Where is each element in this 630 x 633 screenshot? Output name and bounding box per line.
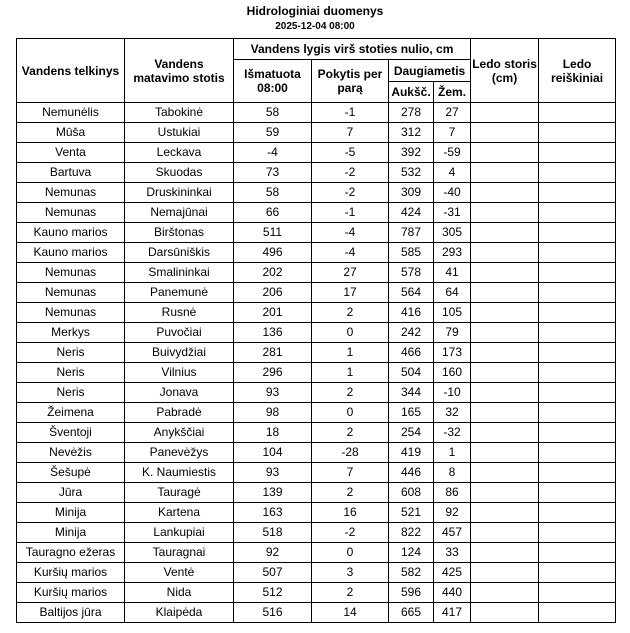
cell-ice-phenomena	[539, 383, 616, 403]
cell-water-body: Šventoji	[17, 423, 125, 443]
cell-ice-thickness	[471, 343, 539, 363]
cell-water-body: Venta	[17, 143, 125, 163]
cell-low: 173	[434, 343, 471, 363]
cell-measured: 66	[234, 203, 312, 223]
cell-water-body: Mūša	[17, 123, 125, 143]
cell-water-body: Merkys	[17, 323, 125, 343]
table-body	[17, 103, 616, 623]
cell-low: 79	[434, 323, 471, 343]
cell-measured: 512	[234, 583, 312, 603]
cell-change: -1	[312, 103, 389, 123]
cell-low: 64	[434, 283, 471, 303]
header-measured: Išmatuota 08:00	[234, 60, 312, 103]
header-water-body: Vandens telkinys	[17, 39, 125, 103]
cell-high: 392	[389, 143, 434, 163]
table-row	[17, 443, 616, 463]
header-change: Pokytis per parą	[312, 60, 389, 103]
header-ice-thickness: Ledo storis (cm)	[471, 39, 539, 103]
cell-low: 457	[434, 523, 471, 543]
cell-station: Leckava	[125, 143, 234, 163]
cell-change: -2	[312, 183, 389, 203]
cell-change: 17	[312, 283, 389, 303]
cell-station: Buivydžiai	[125, 343, 234, 363]
cell-ice-phenomena	[539, 143, 616, 163]
table-row	[17, 143, 616, 163]
cell-station: Tauragnai	[125, 543, 234, 563]
cell-ice-phenomena	[539, 463, 616, 483]
cell-ice-thickness	[471, 263, 539, 283]
cell-station: Darsūniškis	[125, 243, 234, 263]
table-row	[17, 503, 616, 523]
header-low: Žem.	[434, 82, 471, 103]
cell-high: 578	[389, 263, 434, 283]
cell-low: 92	[434, 503, 471, 523]
table-row	[17, 603, 616, 623]
cell-station: Panevėžys	[125, 443, 234, 463]
cell-change: 0	[312, 323, 389, 343]
cell-measured: 296	[234, 363, 312, 383]
cell-high: 787	[389, 223, 434, 243]
cell-change: -4	[312, 223, 389, 243]
cell-measured: 92	[234, 543, 312, 563]
cell-measured: 93	[234, 383, 312, 403]
cell-ice-phenomena	[539, 403, 616, 423]
cell-high: 564	[389, 283, 434, 303]
cell-station: Rusnė	[125, 303, 234, 323]
cell-high: 596	[389, 583, 434, 603]
header-ice-phenomena: Ledo reiškiniai	[539, 39, 616, 103]
cell-water-body: Nemunas	[17, 303, 125, 323]
cell-low: 27	[434, 103, 471, 123]
cell-low: 440	[434, 583, 471, 603]
cell-low: 425	[434, 563, 471, 583]
cell-station: Kartena	[125, 503, 234, 523]
cell-change: 3	[312, 563, 389, 583]
cell-measured: 496	[234, 243, 312, 263]
table-row	[17, 343, 616, 363]
cell-water-body: Kuršių marios	[17, 563, 125, 583]
cell-low: 32	[434, 403, 471, 423]
cell-low: -59	[434, 143, 471, 163]
cell-change: 0	[312, 543, 389, 563]
cell-water-body: Neris	[17, 343, 125, 363]
table-row	[17, 283, 616, 303]
cell-low: 8	[434, 463, 471, 483]
cell-ice-thickness	[471, 583, 539, 603]
cell-water-body: Tauragno ežeras	[17, 543, 125, 563]
cell-measured: 58	[234, 183, 312, 203]
cell-change: -4	[312, 243, 389, 263]
cell-change: 0	[312, 403, 389, 423]
cell-high: 608	[389, 483, 434, 503]
table-row	[17, 183, 616, 203]
cell-ice-thickness	[471, 603, 539, 623]
cell-ice-phenomena	[539, 543, 616, 563]
cell-ice-thickness	[471, 563, 539, 583]
cell-ice-phenomena	[539, 283, 616, 303]
cell-water-body: Neris	[17, 363, 125, 383]
cell-station: Pabradė	[125, 403, 234, 423]
cell-water-body: Nemunas	[17, 263, 125, 283]
cell-station: Panemunė	[125, 283, 234, 303]
cell-station: Puvočiai	[125, 323, 234, 343]
header-water-level: Vandens lygis virš stoties nulio, cm	[234, 39, 471, 60]
cell-ice-phenomena	[539, 483, 616, 503]
cell-water-body: Minija	[17, 503, 125, 523]
cell-low: 1	[434, 443, 471, 463]
cell-measured: 59	[234, 123, 312, 143]
cell-high: 124	[389, 543, 434, 563]
cell-measured: 73	[234, 163, 312, 183]
table-row	[17, 163, 616, 183]
cell-change: 14	[312, 603, 389, 623]
cell-measured: 136	[234, 323, 312, 343]
cell-change: 1	[312, 343, 389, 363]
cell-ice-thickness	[471, 203, 539, 223]
cell-station: Tauragė	[125, 483, 234, 503]
cell-station: Smalininkai	[125, 263, 234, 283]
cell-water-body: Nemunas	[17, 283, 125, 303]
cell-ice-thickness	[471, 483, 539, 503]
cell-measured: 202	[234, 263, 312, 283]
cell-measured: 98	[234, 403, 312, 423]
hydrology-table	[16, 38, 616, 623]
cell-water-body: Kauno marios	[17, 243, 125, 263]
cell-station: Klaipėda	[125, 603, 234, 623]
cell-measured: -4	[234, 143, 312, 163]
cell-high: 532	[389, 163, 434, 183]
cell-measured: 58	[234, 103, 312, 123]
cell-low: 160	[434, 363, 471, 383]
cell-water-body: Nemunas	[17, 183, 125, 203]
cell-high: 665	[389, 603, 434, 623]
cell-ice-phenomena	[539, 123, 616, 143]
cell-ice-phenomena	[539, 563, 616, 583]
cell-station: Ustukiai	[125, 123, 234, 143]
cell-station: Nida	[125, 583, 234, 603]
cell-ice-phenomena	[539, 523, 616, 543]
cell-high: 582	[389, 563, 434, 583]
cell-ice-phenomena	[539, 443, 616, 463]
cell-measured: 201	[234, 303, 312, 323]
cell-change: 2	[312, 383, 389, 403]
cell-change: 2	[312, 583, 389, 603]
cell-ice-phenomena	[539, 343, 616, 363]
cell-station: Ventė	[125, 563, 234, 583]
cell-water-body: Nemunas	[17, 203, 125, 223]
table-row	[17, 123, 616, 143]
cell-water-body: Jūra	[17, 483, 125, 503]
cell-high: 242	[389, 323, 434, 343]
cell-measured: 139	[234, 483, 312, 503]
cell-ice-thickness	[471, 363, 539, 383]
cell-measured: 163	[234, 503, 312, 523]
cell-ice-thickness	[471, 503, 539, 523]
table-row	[17, 523, 616, 543]
cell-high: 312	[389, 123, 434, 143]
cell-ice-phenomena	[539, 583, 616, 603]
cell-ice-thickness	[471, 243, 539, 263]
cell-water-body: Žeimena	[17, 403, 125, 423]
table-row	[17, 423, 616, 443]
cell-measured: 281	[234, 343, 312, 363]
cell-change: 7	[312, 123, 389, 143]
cell-ice-thickness	[471, 143, 539, 163]
cell-ice-thickness	[471, 103, 539, 123]
table-row	[17, 243, 616, 263]
cell-ice-phenomena	[539, 303, 616, 323]
table-row	[17, 223, 616, 243]
table-row	[17, 103, 616, 123]
cell-ice-thickness	[471, 523, 539, 543]
cell-low: 33	[434, 543, 471, 563]
cell-ice-phenomena	[539, 243, 616, 263]
cell-station: Anykščiai	[125, 423, 234, 443]
cell-change: -2	[312, 523, 389, 543]
cell-ice-phenomena	[539, 363, 616, 383]
cell-high: 344	[389, 383, 434, 403]
table-row	[17, 263, 616, 283]
cell-change: 2	[312, 423, 389, 443]
cell-change: -2	[312, 163, 389, 183]
cell-station: Lankupiai	[125, 523, 234, 543]
cell-ice-phenomena	[539, 603, 616, 623]
cell-water-body: Nemunėlis	[17, 103, 125, 123]
cell-change: 27	[312, 263, 389, 283]
cell-water-body: Minija	[17, 523, 125, 543]
cell-high: 504	[389, 363, 434, 383]
cell-high: 424	[389, 203, 434, 223]
table-row	[17, 543, 616, 563]
cell-low: 417	[434, 603, 471, 623]
cell-high: 254	[389, 423, 434, 443]
cell-measured: 93	[234, 463, 312, 483]
cell-ice-thickness	[471, 323, 539, 343]
cell-low: 305	[434, 223, 471, 243]
cell-low: -32	[434, 423, 471, 443]
cell-station: Jonava	[125, 383, 234, 403]
table-row	[17, 383, 616, 403]
table-row	[17, 403, 616, 423]
cell-ice-phenomena	[539, 203, 616, 223]
cell-water-body: Bartuva	[17, 163, 125, 183]
cell-low: -40	[434, 183, 471, 203]
cell-ice-thickness	[471, 383, 539, 403]
cell-high: 822	[389, 523, 434, 543]
cell-change: 7	[312, 463, 389, 483]
cell-high: 309	[389, 183, 434, 203]
cell-measured: 511	[234, 223, 312, 243]
cell-ice-thickness	[471, 403, 539, 423]
cell-change: 2	[312, 303, 389, 323]
cell-change: 16	[312, 503, 389, 523]
table-row	[17, 483, 616, 503]
cell-low: 7	[434, 123, 471, 143]
cell-ice-thickness	[471, 543, 539, 563]
cell-low: 86	[434, 483, 471, 503]
table-row	[17, 323, 616, 343]
cell-high: 585	[389, 243, 434, 263]
cell-measured: 518	[234, 523, 312, 543]
cell-ice-phenomena	[539, 223, 616, 243]
cell-measured: 104	[234, 443, 312, 463]
table-row	[17, 203, 616, 223]
cell-ice-thickness	[471, 443, 539, 463]
cell-high: 416	[389, 303, 434, 323]
cell-ice-phenomena	[539, 423, 616, 443]
cell-low: 293	[434, 243, 471, 263]
cell-measured: 507	[234, 563, 312, 583]
cell-ice-thickness	[471, 163, 539, 183]
cell-water-body: Neris	[17, 383, 125, 403]
cell-station: K. Naumiestis	[125, 463, 234, 483]
cell-ice-phenomena	[539, 183, 616, 203]
table-row	[17, 463, 616, 483]
cell-low: 41	[434, 263, 471, 283]
cell-measured: 206	[234, 283, 312, 303]
header-long-term: Daugiametis	[389, 60, 471, 82]
cell-station: Druskininkai	[125, 183, 234, 203]
cell-station: Nemajūnai	[125, 203, 234, 223]
cell-low: -10	[434, 383, 471, 403]
cell-high: 466	[389, 343, 434, 363]
cell-change: -1	[312, 203, 389, 223]
cell-high: 419	[389, 443, 434, 463]
cell-ice-phenomena	[539, 163, 616, 183]
cell-ice-thickness	[471, 303, 539, 323]
header-station: Vandens matavimo stotis	[125, 39, 234, 103]
table-row	[17, 583, 616, 603]
cell-high: 446	[389, 463, 434, 483]
cell-high: 278	[389, 103, 434, 123]
cell-water-body: Baltijos jūra	[17, 603, 125, 623]
cell-water-body: Kauno marios	[17, 223, 125, 243]
cell-ice-phenomena	[539, 323, 616, 343]
cell-station: Vilnius	[125, 363, 234, 383]
cell-water-body: Šešupė	[17, 463, 125, 483]
cell-water-body: Kuršių marios	[17, 583, 125, 603]
header-high: Aukšč.	[389, 82, 434, 103]
cell-low: 105	[434, 303, 471, 323]
cell-measured: 516	[234, 603, 312, 623]
cell-ice-thickness	[471, 463, 539, 483]
cell-ice-thickness	[471, 123, 539, 143]
table-row	[17, 363, 616, 383]
cell-ice-phenomena	[539, 503, 616, 523]
cell-change: 1	[312, 363, 389, 383]
cell-ice-thickness	[471, 283, 539, 303]
cell-change: 2	[312, 483, 389, 503]
table-row	[17, 303, 616, 323]
page-title: Hidrologiniai duomenys	[246, 4, 384, 18]
cell-low: -31	[434, 203, 471, 223]
cell-ice-phenomena	[539, 263, 616, 283]
cell-high: 521	[389, 503, 434, 523]
cell-ice-thickness	[471, 183, 539, 203]
cell-ice-phenomena	[539, 103, 616, 123]
cell-water-body: Nevėžis	[17, 443, 125, 463]
cell-high: 165	[389, 403, 434, 423]
cell-station: Skuodas	[125, 163, 234, 183]
cell-change: -28	[312, 443, 389, 463]
cell-change: -5	[312, 143, 389, 163]
cell-station: Birštonas	[125, 223, 234, 243]
cell-ice-thickness	[471, 223, 539, 243]
cell-measured: 18	[234, 423, 312, 443]
cell-low: 4	[434, 163, 471, 183]
page-subtitle-datetime: 2025-12-04 08:00	[275, 21, 355, 32]
cell-ice-thickness	[471, 423, 539, 443]
cell-station: Tabokinė	[125, 103, 234, 123]
table-row	[17, 563, 616, 583]
